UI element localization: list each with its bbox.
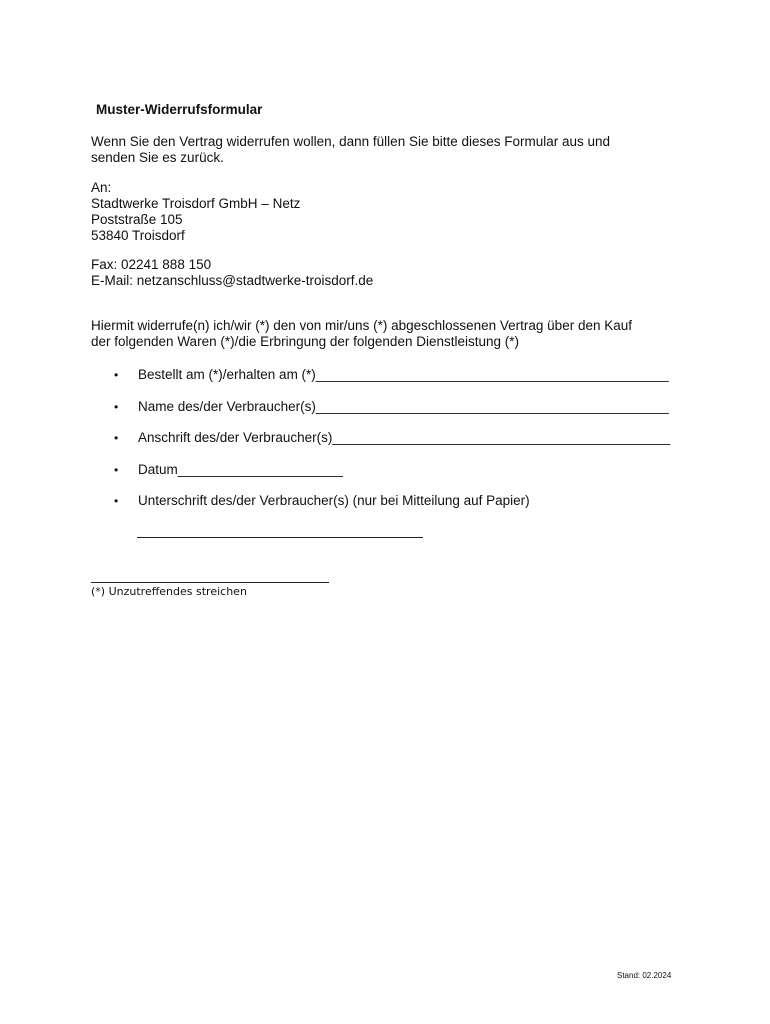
field-order-date[interactable] bbox=[112, 367, 670, 399]
address-label: An: bbox=[91, 180, 112, 195]
contact-info bbox=[91, 257, 373, 289]
bullet: • bbox=[114, 368, 119, 382]
bullet: • bbox=[114, 399, 119, 414]
intro-paragraph bbox=[91, 134, 610, 166]
field-signature bbox=[112, 493, 670, 525]
field-order-date-label: Bestellt am (*)/erhalten am (*)_______________________________________________ bbox=[138, 367, 669, 382]
field-date-label: Datum______________________ bbox=[138, 461, 343, 477]
version-date: Stand: 02.2024 bbox=[617, 971, 672, 980]
document-title: Muster-Widerrufsformular bbox=[96, 102, 263, 117]
footnote-divider bbox=[91, 582, 329, 583]
recipient-address bbox=[91, 180, 300, 244]
declaration-line-1: Hiermit widerrufe(n) ich/wir (*) den von mir/uns (*) abgeschlossenen Vertrag über den Kauf bbox=[91, 318, 632, 333]
fax-number: Fax: 02241 888 150 bbox=[91, 257, 212, 272]
declaration-line-2: der folgenden Waren (*)/die Erbringung der folgenden Dienstleistung (*) bbox=[91, 334, 519, 349]
declaration-paragraph bbox=[91, 318, 632, 350]
field-date[interactable] bbox=[112, 462, 670, 494]
intro-line-1: Wenn Sie den Vertrag widerrufen wollen, dann füllen Sie bitte dieses Formular aus und bbox=[91, 134, 611, 149]
bullet: • bbox=[114, 494, 119, 508]
intro-line-2: senden Sie es zurück. bbox=[91, 150, 224, 165]
field-consumer-name[interactable] bbox=[112, 399, 670, 431]
footnote: (*) Unzutreffendes streichen bbox=[91, 585, 247, 598]
address-company: Stadtwerke Troisdorf GmbH – Netz bbox=[91, 196, 301, 211]
email-address: E-Mail: netzanschluss@stadtwerke-troisdorf.de bbox=[91, 273, 374, 288]
bullet: • bbox=[114, 462, 119, 477]
form-fields-list bbox=[112, 367, 670, 525]
field-signature-label: Unterschrift des/der Verbraucher(s) (nur bei Mitteilung auf Papier) bbox=[138, 493, 530, 508]
bullet: • bbox=[114, 431, 119, 445]
signature-line[interactable] bbox=[137, 523, 423, 538]
field-consumer-name-label: Name des/der Verbraucher(s)_______________________________________________ bbox=[138, 398, 669, 414]
address-street: Poststraße 105 bbox=[91, 212, 183, 227]
field-consumer-address[interactable] bbox=[112, 430, 670, 462]
field-consumer-address-label: Anschrift des/der Verbraucher(s)_____________________________________________ bbox=[138, 430, 671, 445]
address-city: 53840 Troisdorf bbox=[91, 228, 185, 243]
